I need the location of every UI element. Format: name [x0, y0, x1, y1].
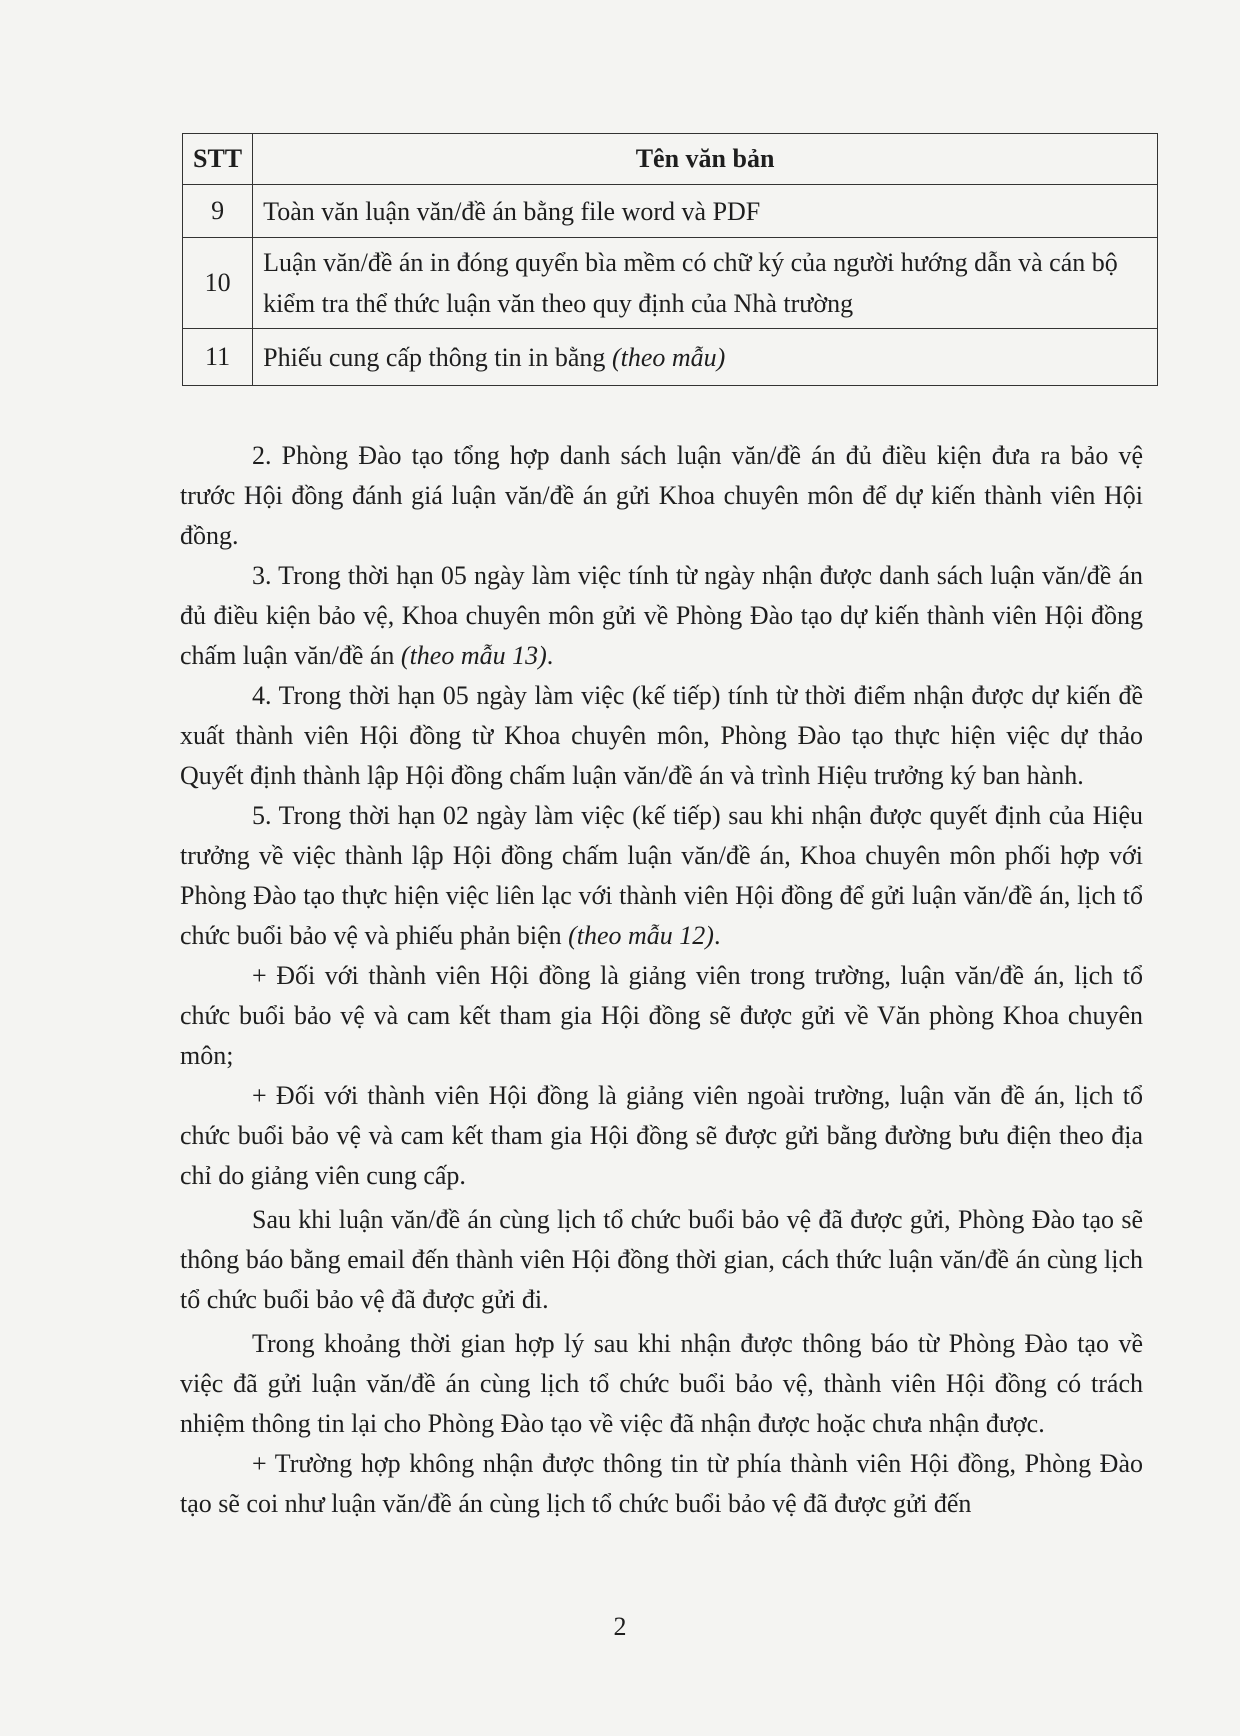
table-header-row — [183, 134, 1158, 185]
paragraph — [180, 1076, 1143, 1196]
row-text — [253, 329, 1158, 386]
paragraph-text: 4. Trong thời hạn 05 ngày làm việc (kế tiếp) tính từ thời điểm nhận được dự kiến đề xuất thành viên Hội đồng từ Khoa chuyên môn, Phòng Đào tạo thực hiện việc dự thảo Quyết định thành lập Hội đồng chấm luận văn/đề án và trình Hiệu trưởng ký ban hành. — [180, 681, 1143, 790]
table-row — [183, 185, 1158, 238]
row-text-note: (theo mẫu) — [611, 342, 726, 372]
row-text-main: Phiếu cung cấp thông tin in bằng — [263, 342, 612, 372]
paragraph — [180, 1444, 1143, 1524]
row-number: 11 — [183, 329, 253, 386]
paragraph-note: (theo mẫu 13) — [400, 641, 547, 670]
paragraph-text: + Đối với thành viên Hội đồng là giảng viên ngoài trường, luận văn đề án, lịch tổ chức buổi bảo vệ và cam kết tham gia Hội đồng sẽ được gửi bằng đường bưu điện theo địa chỉ do giảng viên cung cấp. — [180, 1081, 1143, 1190]
paragraph-text: + Trường hợp không nhận được thông tin từ phía thành viên Hội đồng, Phòng Đào tạo sẽ coi như luận văn/đề án cùng lịch tổ chức buổi bảo vệ đã được gửi đến — [180, 1449, 1143, 1518]
paragraph-text: 3. Trong thời hạn 05 ngày làm việc tính từ ngày nhận được danh sách luận văn/đề án đủ điều kiện bảo vệ, Khoa chuyên môn gửi về Phòng Đào tạo dự kiến thành viên Hội đồng chấm luận văn/đề án — [180, 561, 1143, 670]
paragraph — [180, 796, 1143, 956]
table-row — [183, 329, 1158, 386]
paragraph — [180, 1324, 1143, 1444]
page-number: 2 — [613, 1612, 627, 1641]
header-document-name: Tên văn bản — [253, 134, 1158, 185]
paragraph-end: . — [713, 921, 721, 950]
row-number: 9 — [183, 185, 253, 238]
row-text — [253, 238, 1158, 329]
paragraph-text: 2. Phòng Đào tạo tổng hợp danh sách luận văn/đề án đủ điều kiện đưa ra bảo vệ trước Hội đồng đánh giá luận văn/đề án gửi Khoa chuyên môn để dự kiến thành viên Hội đồng. — [180, 441, 1143, 550]
paragraph — [180, 556, 1143, 676]
paragraph-text: + Đối với thành viên Hội đồng là giảng viên trong trường, luận văn/đề án, lịch tổ chức buổi bảo vệ và cam kết tham gia Hội đồng sẽ được gửi về Văn phòng Khoa chuyên môn; — [180, 961, 1143, 1070]
header-stt: STT — [183, 134, 253, 185]
row-text-main: Luận văn/đề án in đóng quyển bìa mềm có chữ ký của người hướng dẫn và cán bộ kiểm tra thể thức luận văn theo quy định của Nhà trường — [263, 248, 1118, 318]
table-row — [183, 238, 1158, 329]
row-text-main: Toàn văn luận văn/đề án bằng file word và PDF — [263, 196, 761, 226]
paragraph-text: Sau khi luận văn/đề án cùng lịch tổ chức buổi bảo vệ đã được gửi, Phòng Đào tạo sẽ thông báo bằng email đến thành viên Hội đồng thời gian, cách thức luận văn/đề án cùng lịch tổ chức buổi bảo vệ đã được gửi đi. — [180, 1205, 1143, 1314]
paragraph-end: . — [546, 641, 554, 670]
paragraph — [180, 956, 1143, 1076]
row-text — [253, 185, 1158, 238]
paragraph — [180, 436, 1143, 556]
paragraph-text: 5. Trong thời hạn 02 ngày làm việc (kế tiếp) sau khi nhận được quyết định của Hiệu trưởng về việc thành lập Hội đồng chấm luận văn/đề án, Khoa chuyên môn phối hợp với Phòng Đào tạo thực hiện việc liên lạc với thành viên Hội đồng để gửi luận văn/đề án, lịch tổ chức buổi bảo vệ và phiếu phản biện — [180, 801, 1143, 950]
document-table — [182, 133, 1158, 386]
paragraph — [180, 676, 1143, 796]
paragraph-note: (theo mẫu 12) — [568, 921, 714, 950]
row-number: 10 — [183, 238, 253, 329]
body-text — [180, 436, 1143, 1524]
paragraph — [180, 1200, 1143, 1320]
paragraph-text: Trong khoảng thời gian hợp lý sau khi nhận được thông báo từ Phòng Đào tạo về việc đã gửi luận văn/đề án cùng lịch tổ chức buổi bảo vệ, thành viên Hội đồng có trách nhiệm thông tin lại cho Phòng Đào tạo về việc đã nhận được hoặc chưa nhận được. — [180, 1329, 1143, 1438]
